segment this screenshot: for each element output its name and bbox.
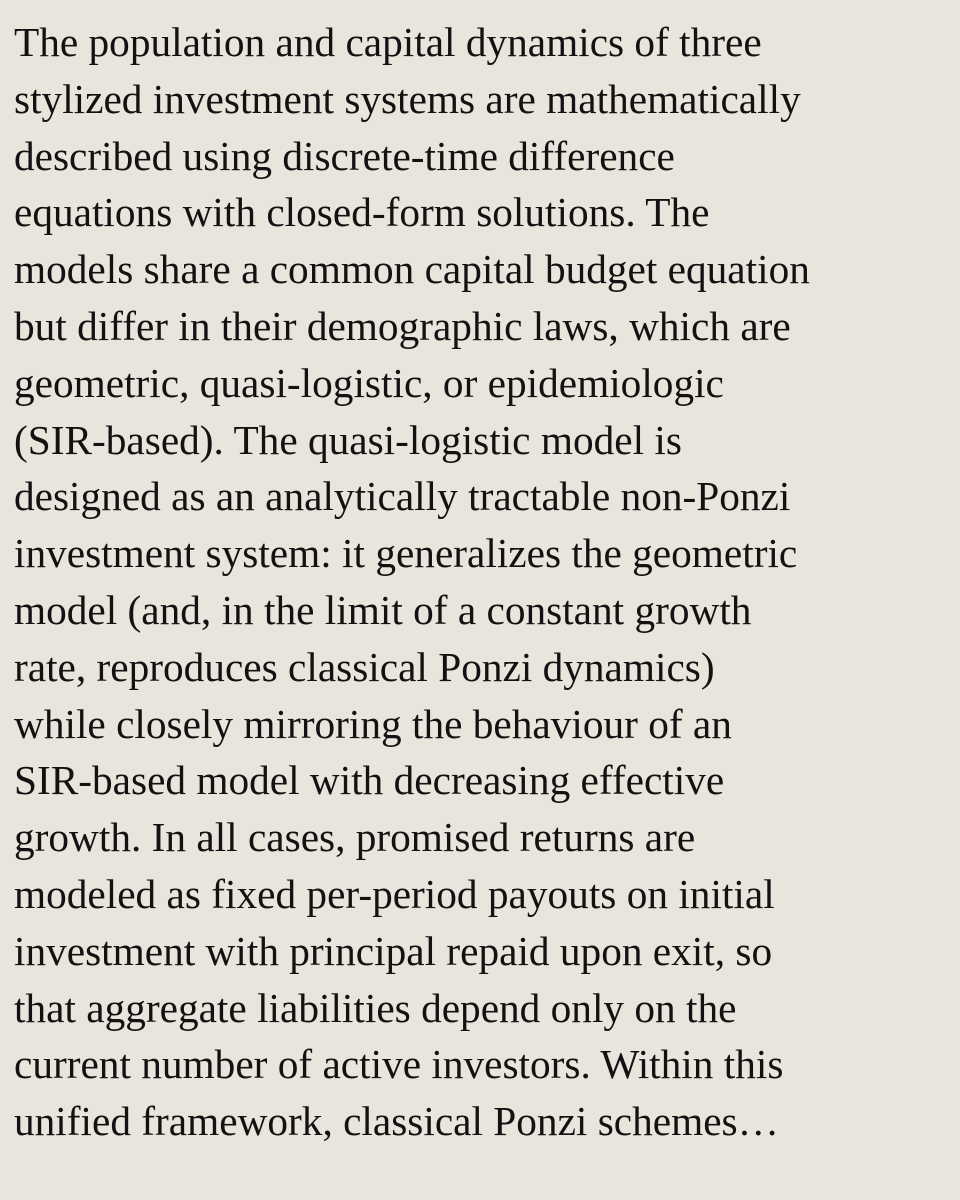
text-line: but differ in their demographic laws, which are <box>14 302 791 349</box>
text-line: while closely mirroring the behaviour of an <box>14 700 732 747</box>
text-line: geometric, quasi-logistic, or epidemiologic <box>14 359 724 406</box>
text-line: models share a common capital budget equation <box>14 246 810 293</box>
text-line: described using discrete-time difference <box>14 132 675 179</box>
text-line: stylized investment systems are mathematically <box>14 75 801 122</box>
text-line: designed as an analytically tractable non-Ponzi <box>14 473 791 520</box>
text-line: growth. In all cases, promised returns are <box>14 814 696 861</box>
text-line: investment with principal repaid upon exit, so <box>14 927 773 974</box>
text-line: that aggregate liabilities depend only on the <box>14 984 737 1031</box>
abstract-paragraph <box>14 14 954 1150</box>
text-line: The population and capital dynamics of three <box>14 19 762 65</box>
text-line: modeled as fixed per-period payouts on initial <box>14 870 775 917</box>
text-line: investment system: it generalizes the geometric <box>14 530 798 577</box>
text-line: rate, reproduces classical Ponzi dynamics) <box>14 643 715 690</box>
text-line: unified framework, classical Ponzi schemes… <box>14 1098 779 1145</box>
text-line: (SIR-based). The quasi-logistic model is <box>14 416 682 463</box>
text-line: current number of active investors. Within this <box>14 1041 784 1088</box>
text-line: equations with closed-form solutions. The <box>14 189 710 236</box>
text-line: SIR-based model with decreasing effective <box>14 757 725 804</box>
text-line: model (and, in the limit of a constant growth <box>14 586 752 633</box>
